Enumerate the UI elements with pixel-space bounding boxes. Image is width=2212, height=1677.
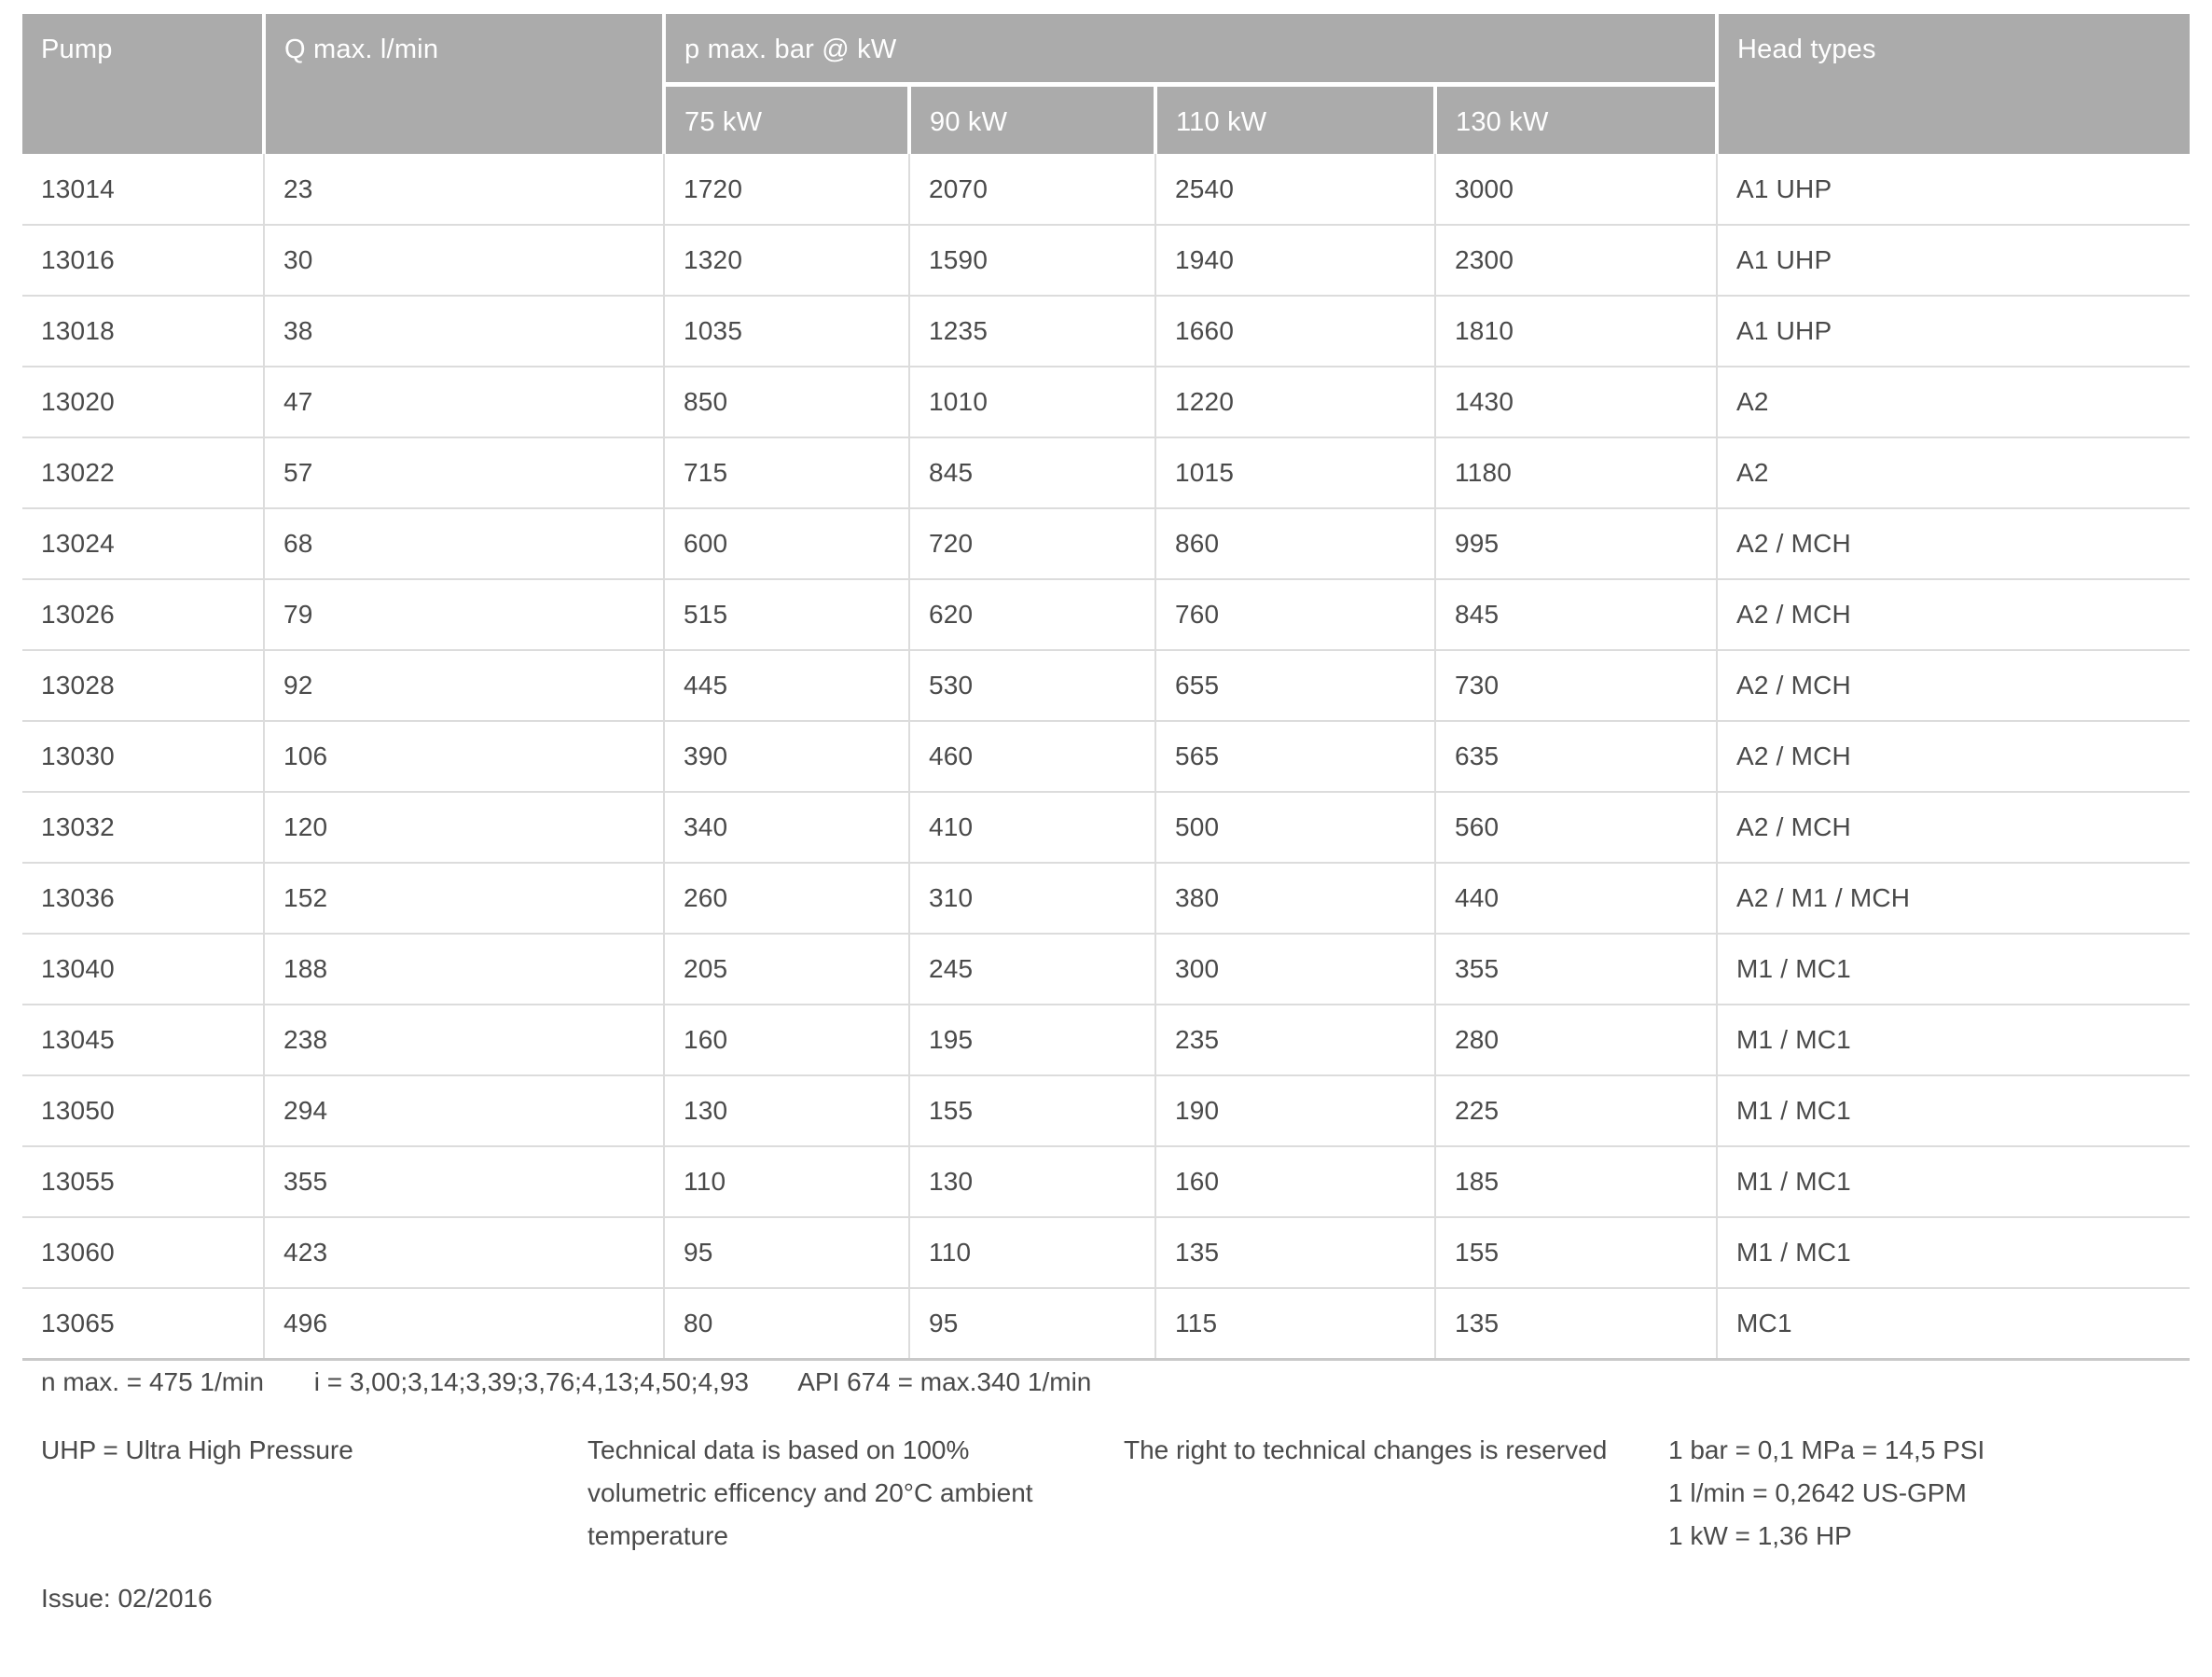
p-130kw-cell: 730 (1435, 650, 1717, 721)
p-110kw-cell: 160 (1155, 1146, 1435, 1217)
table-row (22, 1288, 2190, 1359)
footnote-api-674: API 674 = max.340 1/min (797, 1367, 1092, 1396)
p-90kw-cell: 130 (909, 1146, 1155, 1217)
p-75kw-cell: 1035 (664, 296, 909, 367)
p-110kw-cell: 2540 (1155, 154, 1435, 225)
table-row (22, 1146, 2190, 1217)
p-130kw-cell: 635 (1435, 721, 1717, 792)
table-row (22, 934, 2190, 1005)
table-row (22, 792, 2190, 863)
pump-id-cell: 13024 (22, 508, 264, 579)
header-row-groups (22, 14, 2190, 84)
q-max-cell: 188 (264, 934, 664, 1005)
p-90kw-cell: 845 (909, 437, 1155, 508)
pump-id-cell: 13032 (22, 792, 264, 863)
table-row (22, 508, 2190, 579)
p-90kw-cell: 110 (909, 1217, 1155, 1288)
p-130kw-cell: 280 (1435, 1005, 1717, 1075)
p-110kw-cell: 1940 (1155, 225, 1435, 296)
pump-id-cell: 13022 (22, 437, 264, 508)
p-110kw-cell: 1220 (1155, 367, 1435, 437)
q-max-cell: 79 (264, 579, 664, 650)
p-90kw-cell: 410 (909, 792, 1155, 863)
table-body (22, 154, 2190, 1359)
p-90kw-cell: 460 (909, 721, 1155, 792)
p-110kw-cell: 135 (1155, 1217, 1435, 1288)
p-90kw-cell: 195 (909, 1005, 1155, 1075)
conversion-line: 1 bar = 0,1 MPa = 14,5 PSI (1668, 1435, 1985, 1464)
table-row (22, 154, 2190, 225)
p-75kw-cell: 445 (664, 650, 909, 721)
head-types-cell: M1 / MC1 (1717, 934, 2190, 1005)
header-p-max-group: p max. bar @ kW (664, 14, 1717, 84)
p-110kw-cell: 860 (1155, 508, 1435, 579)
p-110kw-cell: 115 (1155, 1288, 1435, 1359)
q-max-cell: 47 (264, 367, 664, 437)
head-types-cell: A1 UHP (1717, 225, 2190, 296)
p-90kw-cell: 95 (909, 1288, 1155, 1359)
head-types-cell: A1 UHP (1717, 154, 2190, 225)
q-max-cell: 106 (264, 721, 664, 792)
table-header (22, 14, 2190, 154)
header-130kw: 130 kW (1435, 84, 1717, 154)
q-max-cell: 30 (264, 225, 664, 296)
rights-note: The right to technical changes is reserved (1124, 1435, 1608, 1464)
p-130kw-cell: 1430 (1435, 367, 1717, 437)
p-75kw-cell: 1720 (664, 154, 909, 225)
technical-note (588, 1429, 1033, 1558)
p-75kw-cell: 390 (664, 721, 909, 792)
head-types-cell: A2 (1717, 367, 2190, 437)
p-130kw-cell: 155 (1435, 1217, 1717, 1288)
p-90kw-cell: 1590 (909, 225, 1155, 296)
p-130kw-cell: 1810 (1435, 296, 1717, 367)
pump-spec-table (22, 14, 2190, 1361)
technical-note-line: volumetric efficency and 20°C ambient (588, 1478, 1033, 1507)
table-row (22, 225, 2190, 296)
q-max-cell: 92 (264, 650, 664, 721)
p-90kw-cell: 620 (909, 579, 1155, 650)
head-types-cell: M1 / MC1 (1717, 1146, 2190, 1217)
q-max-cell: 57 (264, 437, 664, 508)
p-75kw-cell: 95 (664, 1217, 909, 1288)
uhp-note: UHP = Ultra High Pressure (41, 1435, 353, 1464)
p-130kw-cell: 355 (1435, 934, 1717, 1005)
pump-id-cell: 13065 (22, 1288, 264, 1359)
q-max-cell: 152 (264, 863, 664, 934)
q-max-cell: 68 (264, 508, 664, 579)
table-row (22, 367, 2190, 437)
p-130kw-cell: 1180 (1435, 437, 1717, 508)
p-110kw-cell: 1660 (1155, 296, 1435, 367)
p-110kw-cell: 500 (1155, 792, 1435, 863)
p-90kw-cell: 2070 (909, 154, 1155, 225)
p-130kw-cell: 560 (1435, 792, 1717, 863)
head-types-cell: A2 (1717, 437, 2190, 508)
p-75kw-cell: 130 (664, 1075, 909, 1146)
pump-id-cell: 13060 (22, 1217, 264, 1288)
table-row (22, 296, 2190, 367)
table-row (22, 1075, 2190, 1146)
pump-id-cell: 13036 (22, 863, 264, 934)
p-110kw-cell: 1015 (1155, 437, 1435, 508)
table-footnotes (41, 1367, 1091, 1397)
q-max-cell: 238 (264, 1005, 664, 1075)
p-90kw-cell: 720 (909, 508, 1155, 579)
p-75kw-cell: 205 (664, 934, 909, 1005)
issue-label: Issue: 02/2016 (41, 1584, 213, 1613)
p-130kw-cell: 440 (1435, 863, 1717, 934)
head-types-cell: A2 / MCH (1717, 721, 2190, 792)
table-row (22, 863, 2190, 934)
pump-id-cell: 13055 (22, 1146, 264, 1217)
table-row (22, 437, 2190, 508)
table-row (22, 579, 2190, 650)
p-75kw-cell: 160 (664, 1005, 909, 1075)
head-types-cell: MC1 (1717, 1288, 2190, 1359)
q-max-cell: 120 (264, 792, 664, 863)
q-max-cell: 355 (264, 1146, 664, 1217)
head-types-cell: A1 UHP (1717, 296, 2190, 367)
p-130kw-cell: 225 (1435, 1075, 1717, 1146)
p-90kw-cell: 310 (909, 863, 1155, 934)
head-types-cell: A2 / MCH (1717, 579, 2190, 650)
q-max-cell: 496 (264, 1288, 664, 1359)
p-75kw-cell: 600 (664, 508, 909, 579)
q-max-cell: 294 (264, 1075, 664, 1146)
footnote-n-max: n max. = 475 1/min (41, 1367, 264, 1396)
p-110kw-cell: 190 (1155, 1075, 1435, 1146)
table-row (22, 650, 2190, 721)
p-90kw-cell: 245 (909, 934, 1155, 1005)
table-row (22, 1217, 2190, 1288)
p-130kw-cell: 185 (1435, 1146, 1717, 1217)
p-110kw-cell: 235 (1155, 1005, 1435, 1075)
head-types-cell: A2 / MCH (1717, 792, 2190, 863)
p-130kw-cell: 135 (1435, 1288, 1717, 1359)
header-pump: Pump (22, 14, 264, 154)
p-110kw-cell: 565 (1155, 721, 1435, 792)
p-75kw-cell: 715 (664, 437, 909, 508)
pump-id-cell: 13030 (22, 721, 264, 792)
p-75kw-cell: 260 (664, 863, 909, 934)
p-75kw-cell: 80 (664, 1288, 909, 1359)
head-types-cell: A2 / M1 / MCH (1717, 863, 2190, 934)
table-row (22, 721, 2190, 792)
footnote-i-values: i = 3,00;3,14;3,39;3,76;4,13;4,50;4,93 (313, 1367, 749, 1396)
pump-id-cell: 13050 (22, 1075, 264, 1146)
conversion-note (1668, 1429, 1984, 1558)
pump-id-cell: 13020 (22, 367, 264, 437)
p-110kw-cell: 300 (1155, 934, 1435, 1005)
header-110kw: 110 kW (1155, 84, 1435, 154)
p-90kw-cell: 530 (909, 650, 1155, 721)
q-max-cell: 423 (264, 1217, 664, 1288)
head-types-cell: A2 / MCH (1717, 508, 2190, 579)
header-q-max: Q max. l/min (264, 14, 664, 154)
pump-id-cell: 13016 (22, 225, 264, 296)
p-110kw-cell: 380 (1155, 863, 1435, 934)
head-types-cell: M1 / MC1 (1717, 1075, 2190, 1146)
p-130kw-cell: 3000 (1435, 154, 1717, 225)
conversion-line: 1 l/min = 0,2642 US-GPM (1668, 1478, 1967, 1507)
technical-note-line: temperature (588, 1521, 728, 1550)
head-types-cell: M1 / MC1 (1717, 1005, 2190, 1075)
header-head-types: Head types (1717, 14, 2190, 154)
header-90kw: 90 kW (909, 84, 1155, 154)
p-130kw-cell: 995 (1435, 508, 1717, 579)
header-75kw: 75 kW (664, 84, 909, 154)
pump-id-cell: 13040 (22, 934, 264, 1005)
p-90kw-cell: 1010 (909, 367, 1155, 437)
p-75kw-cell: 340 (664, 792, 909, 863)
p-90kw-cell: 1235 (909, 296, 1155, 367)
pump-id-cell: 13018 (22, 296, 264, 367)
p-130kw-cell: 2300 (1435, 225, 1717, 296)
pump-id-cell: 13014 (22, 154, 264, 225)
p-110kw-cell: 655 (1155, 650, 1435, 721)
head-types-cell: M1 / MC1 (1717, 1217, 2190, 1288)
pump-id-cell: 13028 (22, 650, 264, 721)
p-75kw-cell: 1320 (664, 225, 909, 296)
p-130kw-cell: 845 (1435, 579, 1717, 650)
table-row (22, 1005, 2190, 1075)
p-75kw-cell: 850 (664, 367, 909, 437)
pump-id-cell: 13026 (22, 579, 264, 650)
pump-id-cell: 13045 (22, 1005, 264, 1075)
p-75kw-cell: 515 (664, 579, 909, 650)
q-max-cell: 23 (264, 154, 664, 225)
technical-note-line: Technical data is based on 100% (588, 1435, 970, 1464)
q-max-cell: 38 (264, 296, 664, 367)
p-110kw-cell: 760 (1155, 579, 1435, 650)
p-75kw-cell: 110 (664, 1146, 909, 1217)
head-types-cell: A2 / MCH (1717, 650, 2190, 721)
p-90kw-cell: 155 (909, 1075, 1155, 1146)
conversion-line: 1 kW = 1,36 HP (1668, 1521, 1852, 1550)
